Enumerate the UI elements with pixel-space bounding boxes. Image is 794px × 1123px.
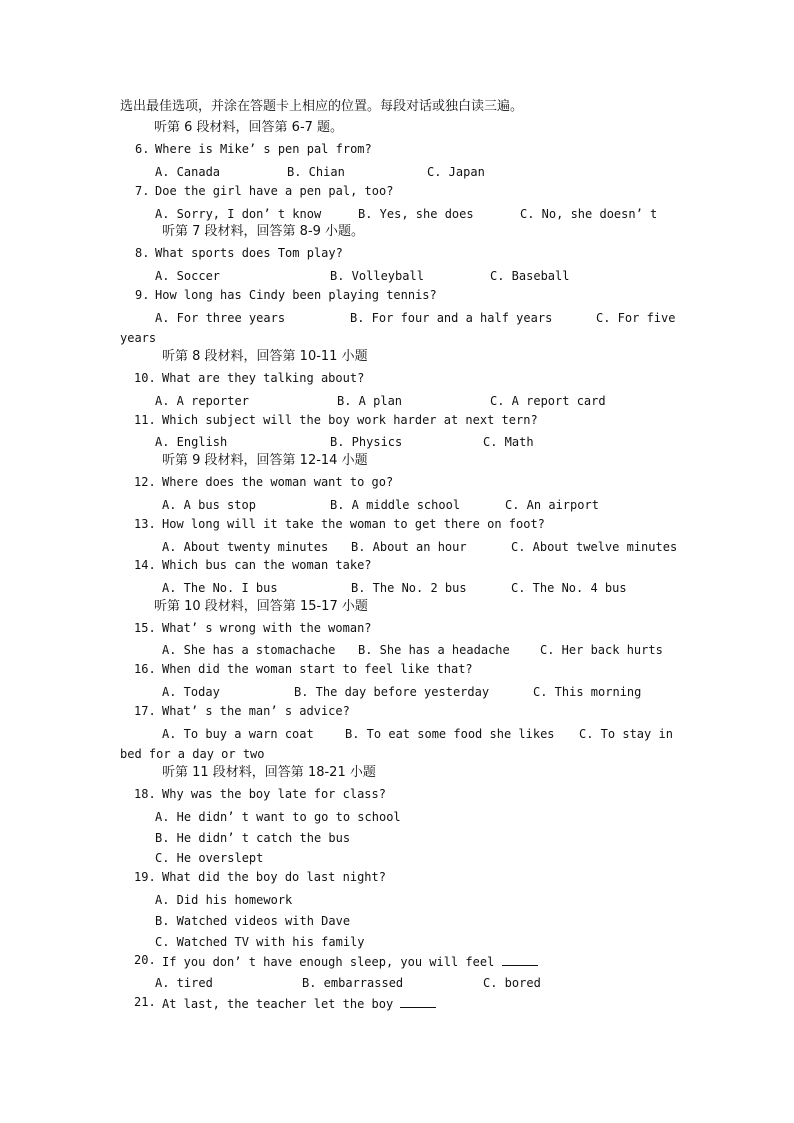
option-c: C. The No. 4 bus: [511, 581, 627, 595]
question-number: 7.: [135, 184, 150, 198]
question-number: 16.: [134, 662, 156, 676]
option-c: C. To stay in: [579, 727, 673, 741]
question-stem: Why was the boy late for class?: [162, 787, 386, 801]
option-a: A. The No. I bus: [162, 581, 278, 595]
question-number: 6.: [135, 142, 150, 156]
option-a: A. She has a stomachache: [162, 643, 336, 657]
question-stem: What’ s wrong with the woman?: [162, 621, 372, 635]
question-number: 19.: [134, 870, 156, 884]
question-stem-text: If you don’ t have enough sleep, you will feel: [162, 955, 495, 969]
option-a: A. A bus stop: [162, 498, 256, 512]
option-a: A. Sorry, I don’ t know: [155, 207, 322, 221]
question-stem-text: At last, the teacher let the boy: [162, 997, 394, 1011]
question-number: 21.: [134, 995, 156, 1009]
option-b: B. The day before yesterday: [294, 685, 490, 699]
option-c: C. About twelve minutes: [511, 540, 678, 554]
option-a: A. English: [155, 435, 228, 449]
option-b: B. A middle school: [330, 498, 461, 512]
option-a: A. tired: [155, 976, 213, 990]
option-b: B. Yes, she does: [358, 207, 474, 221]
section-header: 听第 10 段材料，回答第 15-17 小题: [154, 599, 368, 614]
question-stem: When did the woman start to feel like that?: [162, 662, 473, 676]
section-header: 听第 9 段材料，回答第 12-14 小题: [162, 453, 368, 468]
question-number: 10.: [134, 371, 156, 385]
option-c: C. Japan: [427, 165, 485, 179]
question-stem: What are they talking about?: [162, 371, 365, 385]
option-c: C. A report card: [490, 394, 606, 408]
question-number: 9.: [135, 288, 150, 302]
option-b: B. To eat some food she likes: [345, 727, 555, 741]
option-c: C. Watched TV with his family: [155, 935, 365, 949]
option-a: A. To buy a warn coat: [162, 727, 314, 741]
option-b: B. The No. 2 bus: [351, 581, 467, 595]
option-a: A. For three years: [155, 311, 286, 325]
option-b: B. Watched videos with Dave: [155, 914, 351, 928]
question-stem: Which subject will the boy work harder at next tern?: [162, 413, 538, 427]
question-stem: Where is Mike’ s pen pal from?: [155, 142, 372, 156]
option-a: A. Soccer: [155, 269, 221, 283]
section-header: 听第 11 段材料，回答第 18-21 小题: [162, 765, 376, 780]
option-b: B. Volleyball: [330, 269, 424, 283]
answer-blank: [502, 954, 538, 966]
option-c: C. No, she doesn’ t: [520, 207, 658, 221]
question-number: 13.: [134, 517, 156, 531]
question-number: 14.: [134, 558, 156, 572]
option-b: B. He didn’ t catch the bus: [155, 831, 351, 845]
option-b: B. embarrassed: [302, 976, 404, 990]
option-c: C. For five: [596, 311, 676, 325]
option-a: A. Canada: [155, 165, 221, 179]
question-number: 12.: [134, 475, 156, 489]
option-c-continued: years: [120, 331, 157, 345]
option-c: C. Math: [483, 435, 534, 449]
option-a: A. A reporter: [155, 394, 249, 408]
question-stem: How long has Cindy been playing tennis?: [155, 288, 437, 302]
option-c: C. Her back hurts: [540, 643, 663, 657]
option-a: A. About twenty minutes: [162, 540, 329, 554]
question-number: 18.: [134, 787, 156, 801]
option-c-continued: bed for a day or two: [120, 747, 265, 761]
question-number: 15.: [134, 621, 156, 635]
question-number: 11.: [134, 413, 156, 427]
question-stem: How long will it take the woman to get there on foot?: [162, 517, 545, 531]
option-c: C. bored: [483, 976, 541, 990]
question-stem: What did the boy do last night?: [162, 870, 386, 884]
intro-instruction: 选出最佳选项，并涂在答题卡上相应的位置。每段对话或独白读三遍。: [120, 99, 524, 114]
answer-blank: [400, 996, 436, 1008]
option-b: B. Chian: [287, 165, 345, 179]
option-c: C. He overslept: [155, 851, 264, 865]
question-stem: Where does the woman want to go?: [162, 475, 394, 489]
question-stem: Doe the girl have a pen pal, too?: [155, 184, 394, 198]
option-c: C. Baseball: [490, 269, 570, 283]
section-header: 听第 6 段材料，回答第 6-7 题。: [154, 120, 344, 135]
section-header: 听第 7 段材料，回答第 8-9 小题。: [162, 224, 365, 239]
option-a: A. He didn’ t want to go to school: [155, 810, 401, 824]
option-b: B. Physics: [330, 435, 403, 449]
question-stem: What sports does Tom play?: [155, 246, 343, 260]
question-stem: [162, 996, 436, 1010]
option-b: B. A plan: [337, 394, 403, 408]
question-stem: Which bus can the woman take?: [162, 558, 372, 572]
option-c: C. An airport: [505, 498, 599, 512]
option-a: A. Today: [162, 685, 220, 699]
question-stem: What’ s the man’ s advice?: [162, 704, 350, 718]
option-c: C. This morning: [533, 685, 642, 699]
section-header: 听第 8 段材料，回答第 10-11 小题: [162, 349, 368, 364]
option-b: B. About an hour: [351, 540, 467, 554]
question-stem: [162, 954, 538, 968]
question-number: 17.: [134, 704, 156, 718]
option-b: B. She has a headache: [358, 643, 510, 657]
question-number: 8.: [135, 246, 150, 260]
option-b: B. For four and a half years: [350, 311, 553, 325]
question-number: 20.: [134, 953, 156, 967]
option-a: A. Did his homework: [155, 893, 293, 907]
